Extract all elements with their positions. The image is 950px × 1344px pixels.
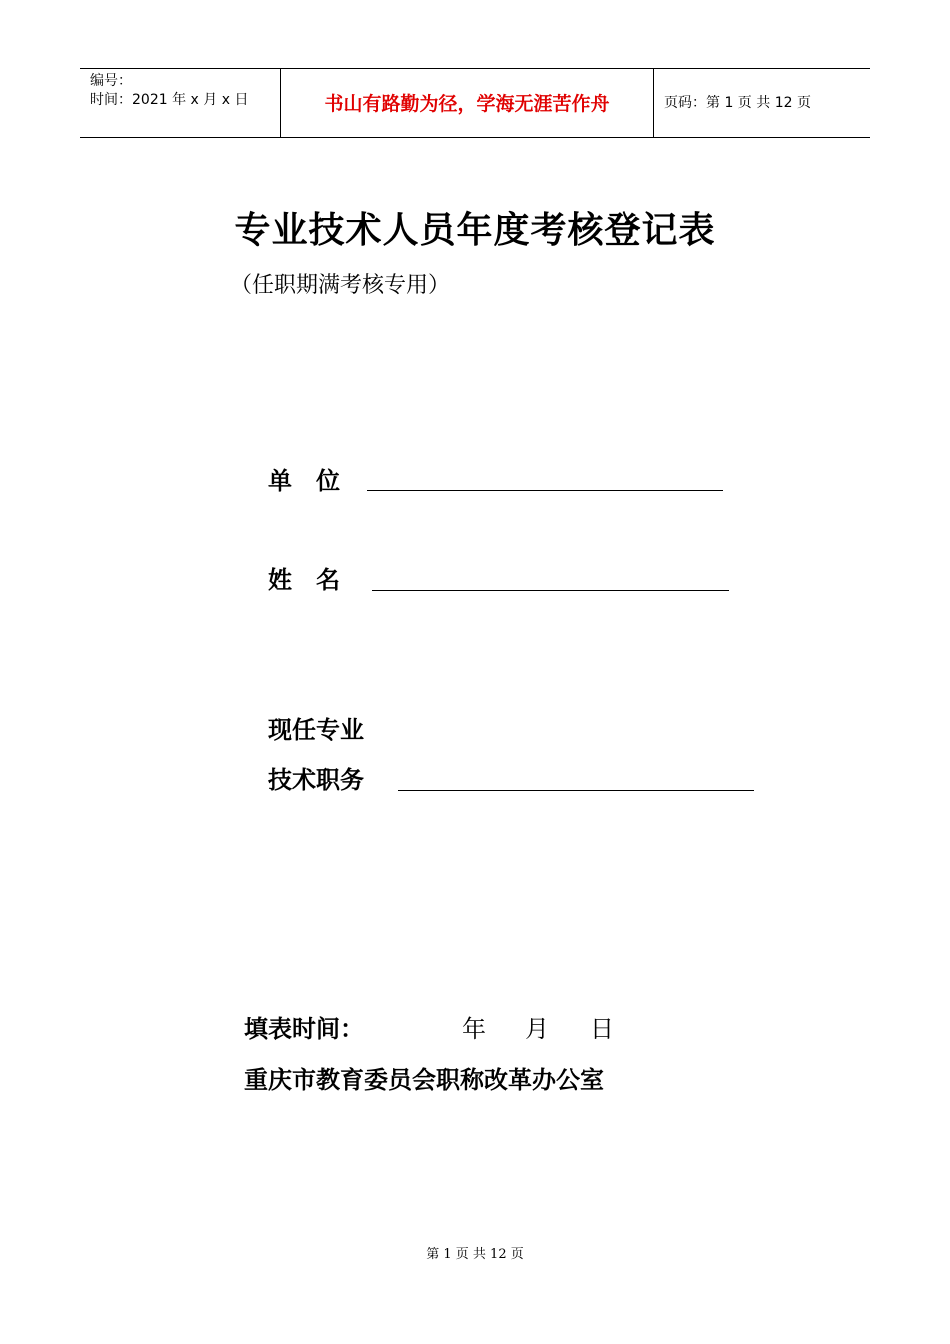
header-page-cell: [654, 69, 870, 137]
unit-field-line[interactable]: [367, 490, 723, 491]
position-label-line1: 现任专业: [268, 716, 364, 744]
form-subtitle: （任职期满考核专用）: [230, 273, 451, 298]
position-label-line2: 技术职务: [268, 766, 364, 794]
position-field-line[interactable]: [398, 790, 754, 791]
form-title: 专业技术人员年度考核登记表: [234, 210, 716, 251]
name-field-line[interactable]: [372, 590, 729, 591]
motto-text: 书山有路勤为径，学海无涯苦作舟: [324, 93, 610, 115]
document-header: [80, 68, 870, 138]
year-label: 年: [462, 1015, 486, 1043]
day-label: 日: [590, 1015, 614, 1043]
fill-time-label: 填表时间：: [244, 1015, 364, 1043]
month-label: 月: [525, 1015, 549, 1043]
header-meta-cell: [80, 69, 281, 137]
header-motto-cell: [281, 69, 654, 137]
name-label: 姓 名: [268, 566, 340, 594]
doc-time-label: 时间：2021 年 x 月 x 日: [90, 92, 249, 108]
issuer-text: 重庆市教育委员会职称改革办公室: [244, 1066, 604, 1094]
unit-label: 单 位: [268, 467, 340, 495]
doc-number-label: 编号：: [90, 73, 132, 89]
page-code: 页码：第 1 页 共 12 页: [664, 95, 811, 111]
page-footer: 第 1 页 共 12 页: [426, 1247, 524, 1262]
